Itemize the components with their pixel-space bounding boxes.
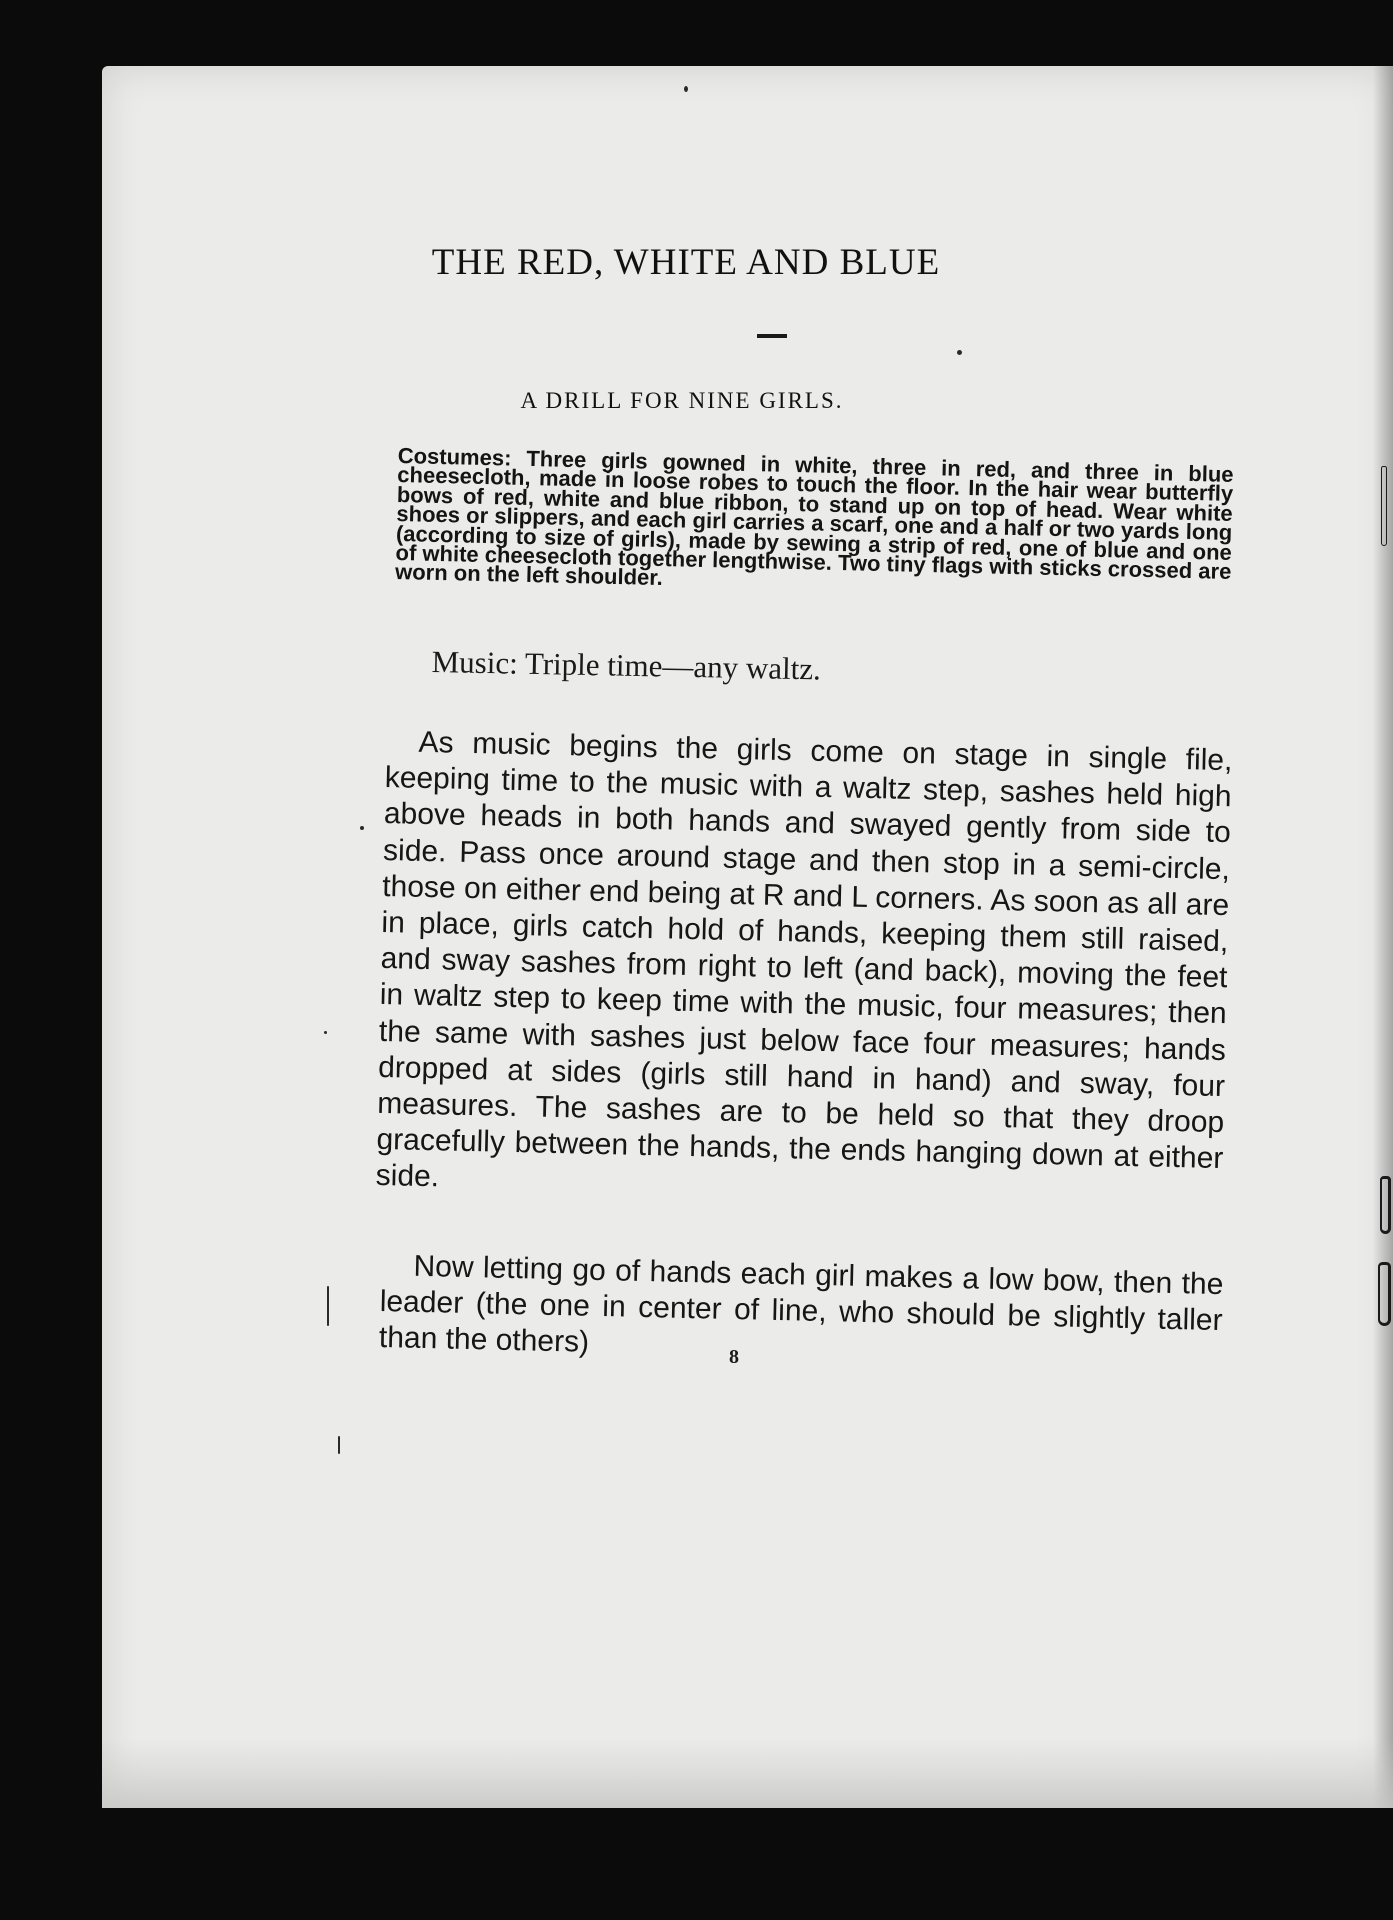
body-paragraph-2: Now letting go of hands each girl makes a low bow, then the leader (the one in center of line, who should be slightly taller than the others) xyxy=(378,1249,1224,1360)
scan-speck xyxy=(327,1286,329,1326)
scan-speck xyxy=(360,826,364,830)
scan-speck xyxy=(957,350,962,355)
binding-mark xyxy=(1381,466,1387,546)
page-content xyxy=(102,66,1393,1808)
costumes-paragraph: Costumes: Three girls gowned in white, three in red, and three in blue cheesecloth, made in loose robes to touch the floor. In the hair wear butterfly bows of red, white and blue ribbon, to stand up on top of head. Wear white shoes or slippers, and each girl carries a scarf, one and a half or two yards long (according to size of girls), made by sewing a strip of red, one of blue and one of white cheesecloth together lengthwise. Two tiny flags with sticks crossed are worn on the left shoulder. xyxy=(394,443,1234,591)
page-number: 8 xyxy=(729,1346,739,1368)
book-page xyxy=(102,66,1393,1808)
music-line: Music: Triple time—any waltz. xyxy=(431,644,822,687)
page-subtitle: A DRILL FOR NINE GIRLS. xyxy=(520,388,844,413)
body-paragraph-1: As music begins the girls come on stage in single file, keeping time to the music with a waltz step, sashes held high above heads in both hands and swayed gently from side to side. Pass once around stage and then stop in a semi-circle, those on either end being at R and L corners. As soon as all are in place, girls catch hold of hands, keeping them still raised, and sway sashes from right to left (and back), moving the feet in waltz step to keep time with the music, four measures; then the same with sashes just below face four measures; hands dropped at sides (girls still hand in hand) and sway, four measures. The sashes are to be held so that they droop gracefully between the hands, the ends hanging down at either side. xyxy=(375,725,1233,1194)
binding-mark xyxy=(1378,1262,1391,1326)
scan-speck xyxy=(324,1031,327,1034)
title-divider xyxy=(757,334,787,338)
scan-speck xyxy=(338,1436,340,1454)
page-title: THE RED, WHITE AND BLUE xyxy=(431,242,941,283)
scan-speck xyxy=(684,86,688,92)
binding-mark xyxy=(1380,1176,1391,1234)
